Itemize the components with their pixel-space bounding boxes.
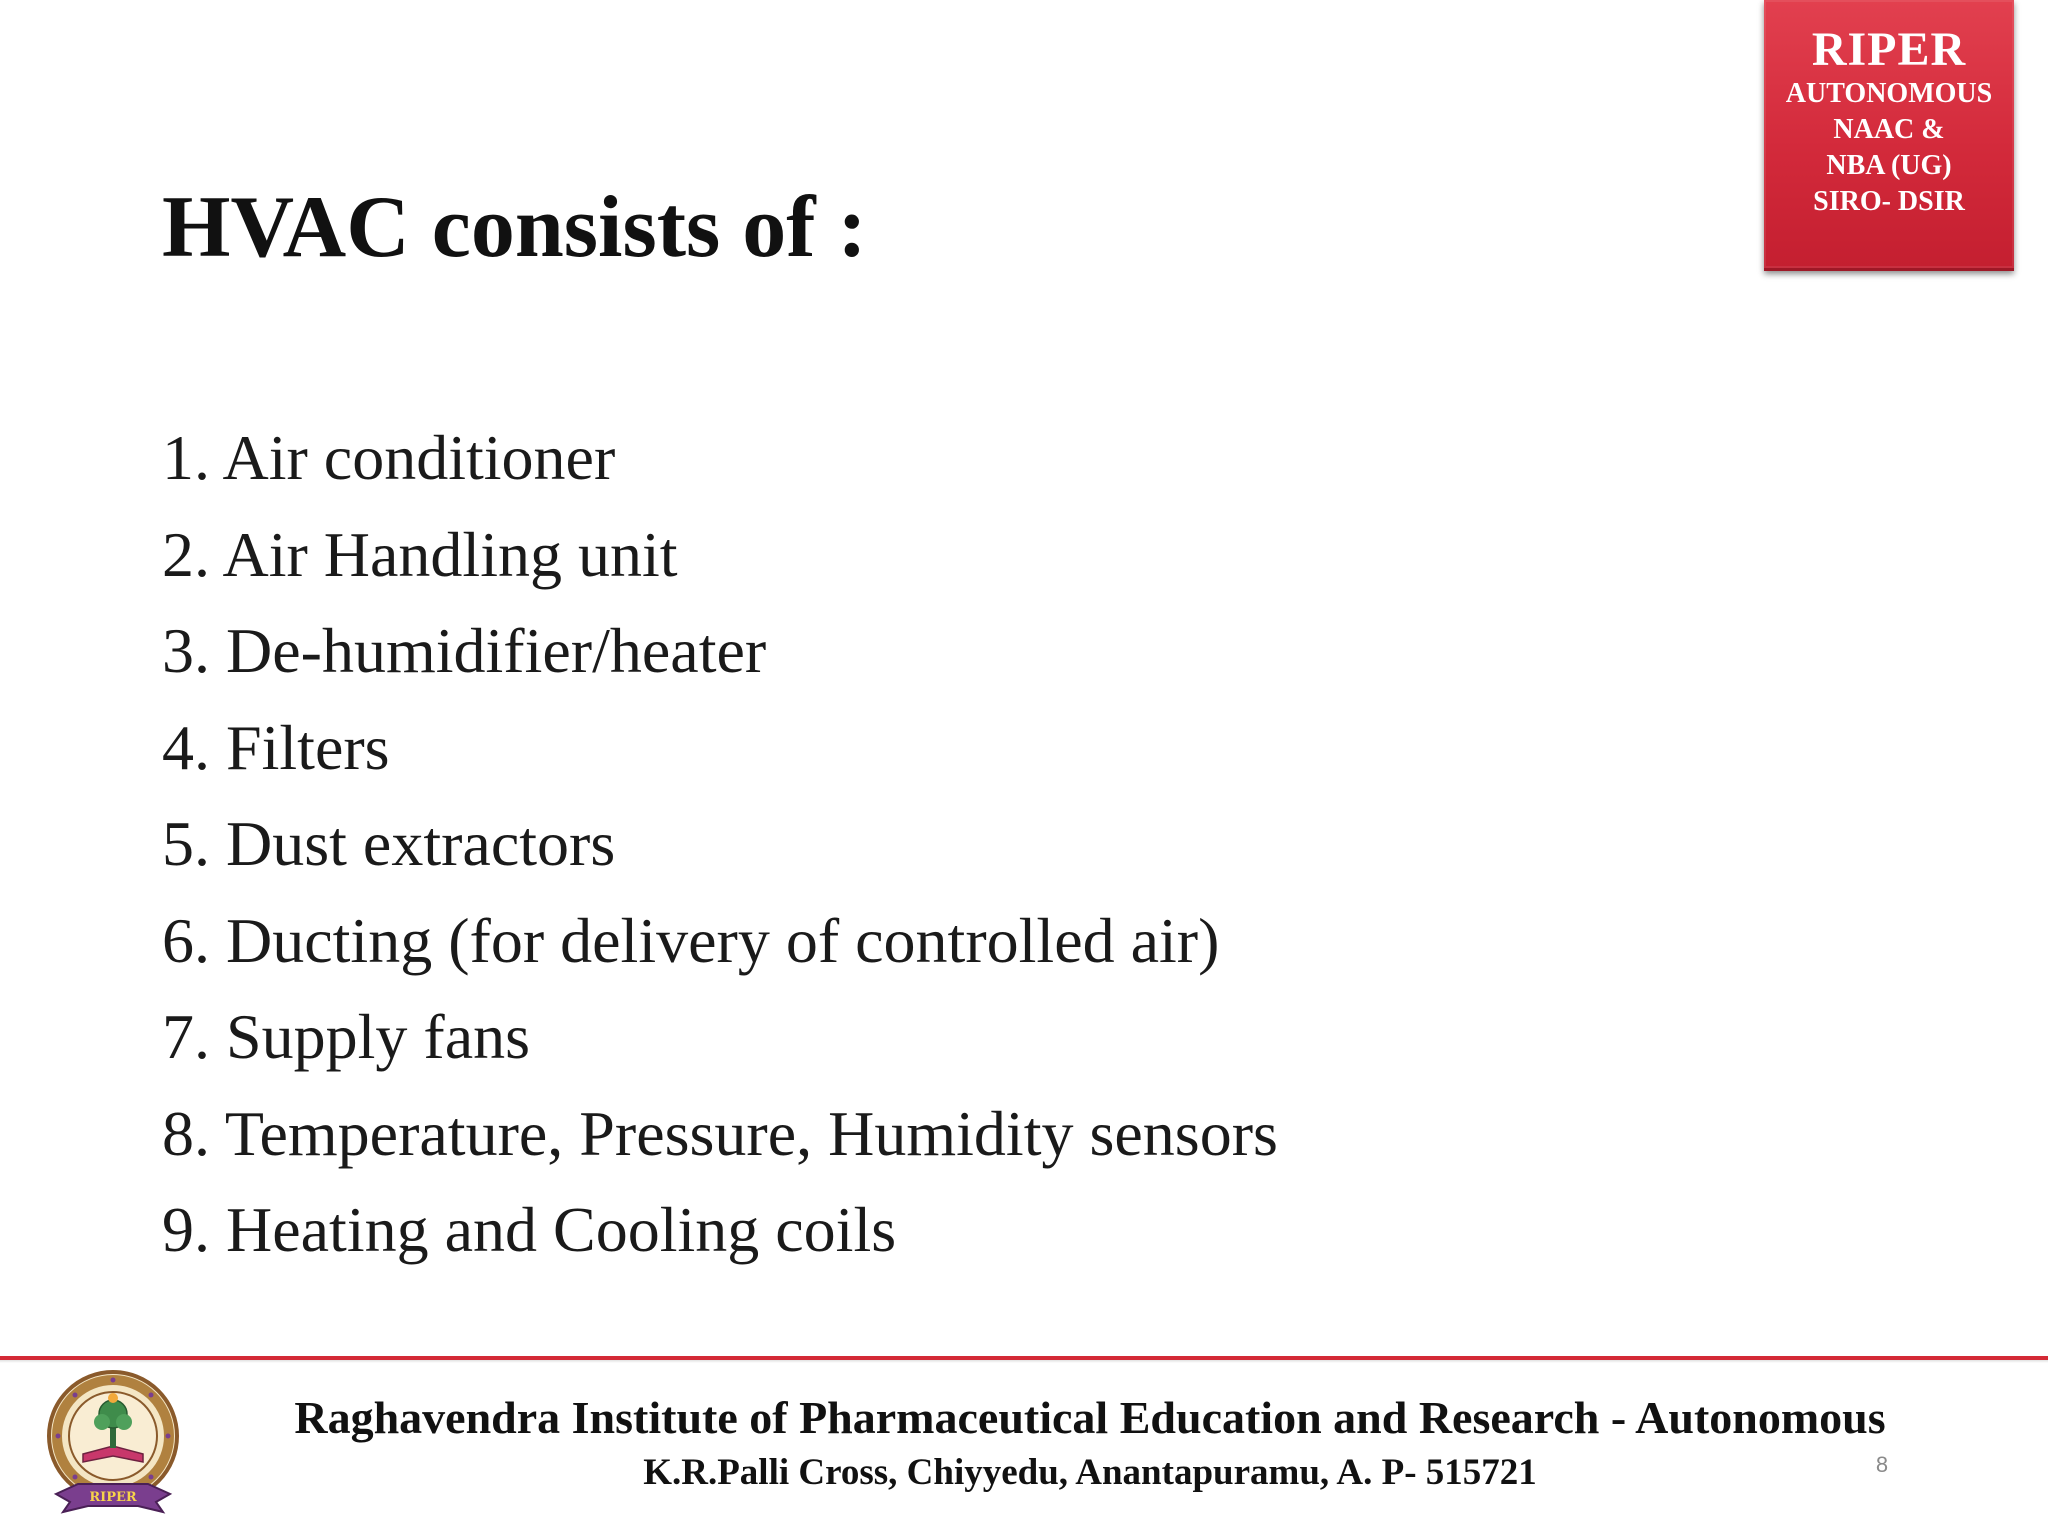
badge-line-nba: NBA (UG): [1826, 150, 1952, 181]
list-item: 1. Air conditioner: [162, 422, 616, 493]
list-item: 9. Heating and Cooling coils: [162, 1194, 897, 1265]
badge-line-autonomous: AUTONOMOUS: [1785, 78, 1993, 109]
list-item: 4. Filters: [162, 711, 390, 783]
institute-address: K.R.Palli Cross, Chiyyedu, Anantapuramu, A. P- 515721: [643, 1452, 1537, 1493]
component-list: [162, 410, 1278, 1279]
badge-title: RIPER: [1811, 23, 1967, 76]
riper-accreditation-badge: [1764, 0, 2014, 271]
badge-line-siro: SIRO- DSIR: [1813, 186, 1965, 217]
list-item: 8. Temperature, Pressure, Humidity sensors: [162, 1097, 1278, 1169]
badge-line-naac: NAAC &: [1833, 114, 1945, 145]
list-item: 2. Air Handling unit: [162, 518, 678, 590]
list-item: 7. Supply fans: [162, 1001, 530, 1072]
list-item: 5. Dust extractors: [162, 808, 616, 879]
institute-seal-icon: [38, 1366, 188, 1526]
seal-ribbon-text: RIPER: [89, 1490, 137, 1505]
slide-title: HVAC consists of :: [162, 179, 867, 276]
institute-name: Raghavendra Institute of Pharmaceutical Education and Research - Autonomous: [294, 1392, 1886, 1443]
list-item: 6. Ducting (for delivery of controlled air): [162, 904, 1220, 976]
page-number: 8: [1875, 1452, 1889, 1477]
list-item: 3. De-humidifier/heater: [162, 615, 767, 686]
footer-divider-shadow: [0, 1360, 2048, 1363]
